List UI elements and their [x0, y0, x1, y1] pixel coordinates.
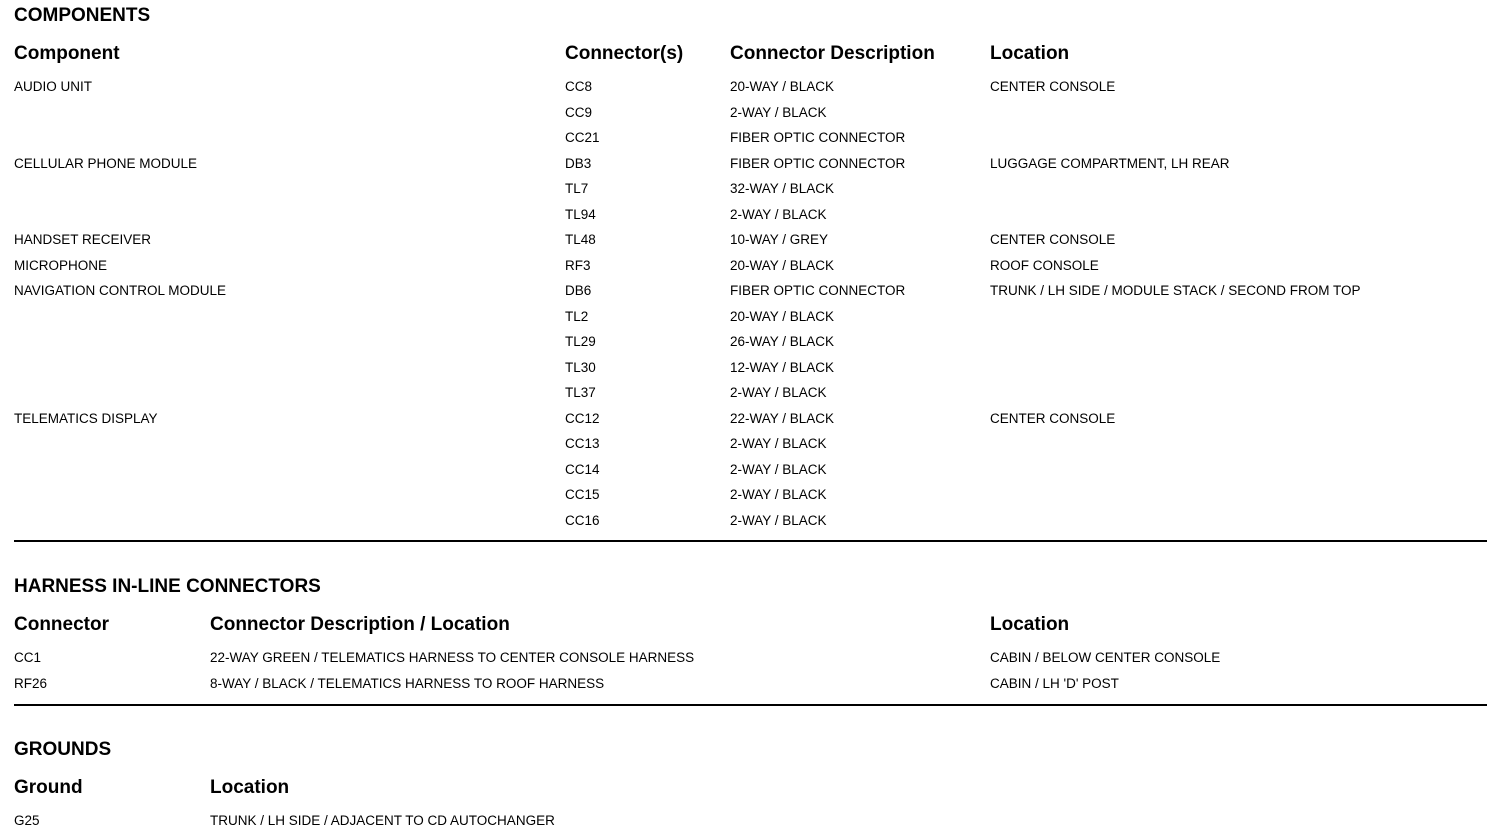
connector-id-cell: TL48	[565, 232, 596, 247]
connector-description-cell: 2-WAY / BLACK	[730, 461, 827, 477]
table-row	[0, 813, 1504, 832]
location-cell: TRUNK / LH SIDE / ADJACENT TO CD AUTOCHANGER	[210, 813, 555, 828]
connector-id-cell: CC16	[565, 512, 600, 528]
location-cell: ROOF CONSOLE	[990, 257, 1099, 273]
harness-header-description: Connector Description / Location	[210, 614, 510, 635]
connector-id-cell: TL30	[565, 359, 596, 375]
table-row	[0, 676, 1504, 701]
connector-id-cell: RF26	[14, 676, 48, 691]
connector-id-cell: TL2	[565, 308, 589, 324]
components-header-component: Component	[14, 43, 120, 64]
grounds-header-location: Location	[210, 777, 290, 798]
grounds-header-ground: Ground	[14, 777, 83, 798]
location-cell: CENTER CONSOLE	[990, 232, 1116, 247]
harness-divider	[14, 704, 1487, 706]
grounds-title: GROUNDS	[14, 739, 112, 760]
connector-description-cell: 12-WAY / BLACK	[730, 359, 835, 375]
table-row	[0, 105, 1504, 130]
table-row	[0, 513, 1504, 538]
components-divider	[14, 540, 1487, 542]
location-cell: CENTER CONSOLE	[990, 410, 1116, 426]
table-row	[0, 207, 1504, 232]
table-row	[0, 487, 1504, 512]
table-row	[0, 385, 1504, 410]
connector-description-cell: 20-WAY / BLACK	[730, 308, 835, 324]
connector-id-cell: CC14	[565, 461, 600, 477]
connector-id-cell: CC13	[565, 436, 600, 451]
component-name-cell: NAVIGATION CONTROL MODULE	[14, 283, 227, 298]
table-row	[0, 411, 1504, 436]
connector-id-cell: TL29	[565, 334, 596, 349]
location-cell: TRUNK / LH SIDE / MODULE STACK / SECOND FROM TOP	[990, 283, 1361, 298]
connector-description-cell: 2-WAY / BLACK	[730, 104, 827, 120]
table-row	[0, 232, 1504, 257]
components-header-connectors: Connector(s)	[565, 43, 684, 64]
connector-description-cell: 26-WAY / BLACK	[730, 334, 835, 349]
components-title: COMPONENTS	[14, 5, 151, 26]
component-name-cell: TELEMATICS DISPLAY	[14, 410, 158, 426]
harness-title: HARNESS IN-LINE CONNECTORS	[14, 576, 321, 597]
table-row	[0, 462, 1504, 487]
connector-id-cell: TL94	[565, 206, 596, 222]
components-header-description: Connector Description	[730, 43, 935, 64]
connector-description-cell: FIBER OPTIC CONNECTOR	[730, 283, 906, 298]
location-cell: CENTER CONSOLE	[990, 79, 1116, 94]
table-row	[0, 360, 1504, 385]
component-name-cell: MICROPHONE	[14, 257, 108, 273]
connector-description-cell: 2-WAY / BLACK	[730, 436, 827, 451]
component-name-cell: HANDSET RECEIVER	[14, 232, 152, 247]
connector-id-cell: TL7	[565, 181, 589, 196]
ground-id-cell: G25	[14, 813, 40, 828]
connector-id-cell: CC8	[565, 79, 593, 94]
connector-description-cell: 2-WAY / BLACK	[730, 512, 827, 528]
connector-description-cell: FIBER OPTIC CONNECTOR	[730, 130, 906, 145]
table-row	[0, 436, 1504, 461]
table-row	[0, 283, 1504, 308]
table-row	[0, 334, 1504, 359]
connector-description-cell: 22-WAY / BLACK	[730, 410, 835, 426]
location-cell: LUGGAGE COMPARTMENT, LH REAR	[990, 155, 1230, 171]
table-row	[0, 181, 1504, 206]
components-header-location: Location	[990, 43, 1070, 64]
table-row	[0, 309, 1504, 334]
component-name-cell: AUDIO UNIT	[14, 79, 93, 94]
connector-id-cell: CC1	[14, 650, 42, 665]
connector-id-cell: CC21	[565, 130, 600, 145]
connector-id-cell: CC12	[565, 410, 600, 426]
location-cell: CABIN / BELOW CENTER CONSOLE	[990, 650, 1221, 665]
connector-id-cell: TL37	[565, 385, 596, 400]
connector-description-cell: FIBER OPTIC CONNECTOR	[730, 155, 906, 171]
table-row	[0, 79, 1504, 104]
component-name-cell: CELLULAR PHONE MODULE	[14, 155, 198, 171]
harness-header-connector: Connector	[14, 614, 109, 635]
connector-description-cell: 20-WAY / BLACK	[730, 257, 835, 273]
table-row	[0, 130, 1504, 155]
connector-id-cell: RF3	[565, 257, 591, 273]
connector-description-cell: 2-WAY / BLACK	[730, 487, 827, 502]
connector-id-cell: CC15	[565, 487, 600, 502]
harness-header-location: Location	[990, 614, 1070, 635]
table-row	[0, 650, 1504, 675]
connector-id-cell: DB6	[565, 283, 592, 298]
table-row	[0, 258, 1504, 283]
connector-description-cell: 8-WAY / BLACK / TELEMATICS HARNESS TO ROOF HARNESS	[210, 676, 605, 691]
connector-description-cell: 10-WAY / GREY	[730, 232, 829, 247]
connector-id-cell: CC9	[565, 104, 593, 120]
table-row	[0, 156, 1504, 181]
connector-description-cell: 2-WAY / BLACK	[730, 206, 827, 222]
connector-description-cell: 22-WAY GREEN / TELEMATICS HARNESS TO CENTER CONSOLE HARNESS	[210, 650, 695, 665]
connector-description-cell: 2-WAY / BLACK	[730, 385, 827, 400]
connector-description-cell: 20-WAY / BLACK	[730, 79, 835, 94]
location-cell: CABIN / LH 'D' POST	[990, 676, 1119, 691]
connector-id-cell: DB3	[565, 155, 592, 171]
connector-description-cell: 32-WAY / BLACK	[730, 181, 835, 196]
